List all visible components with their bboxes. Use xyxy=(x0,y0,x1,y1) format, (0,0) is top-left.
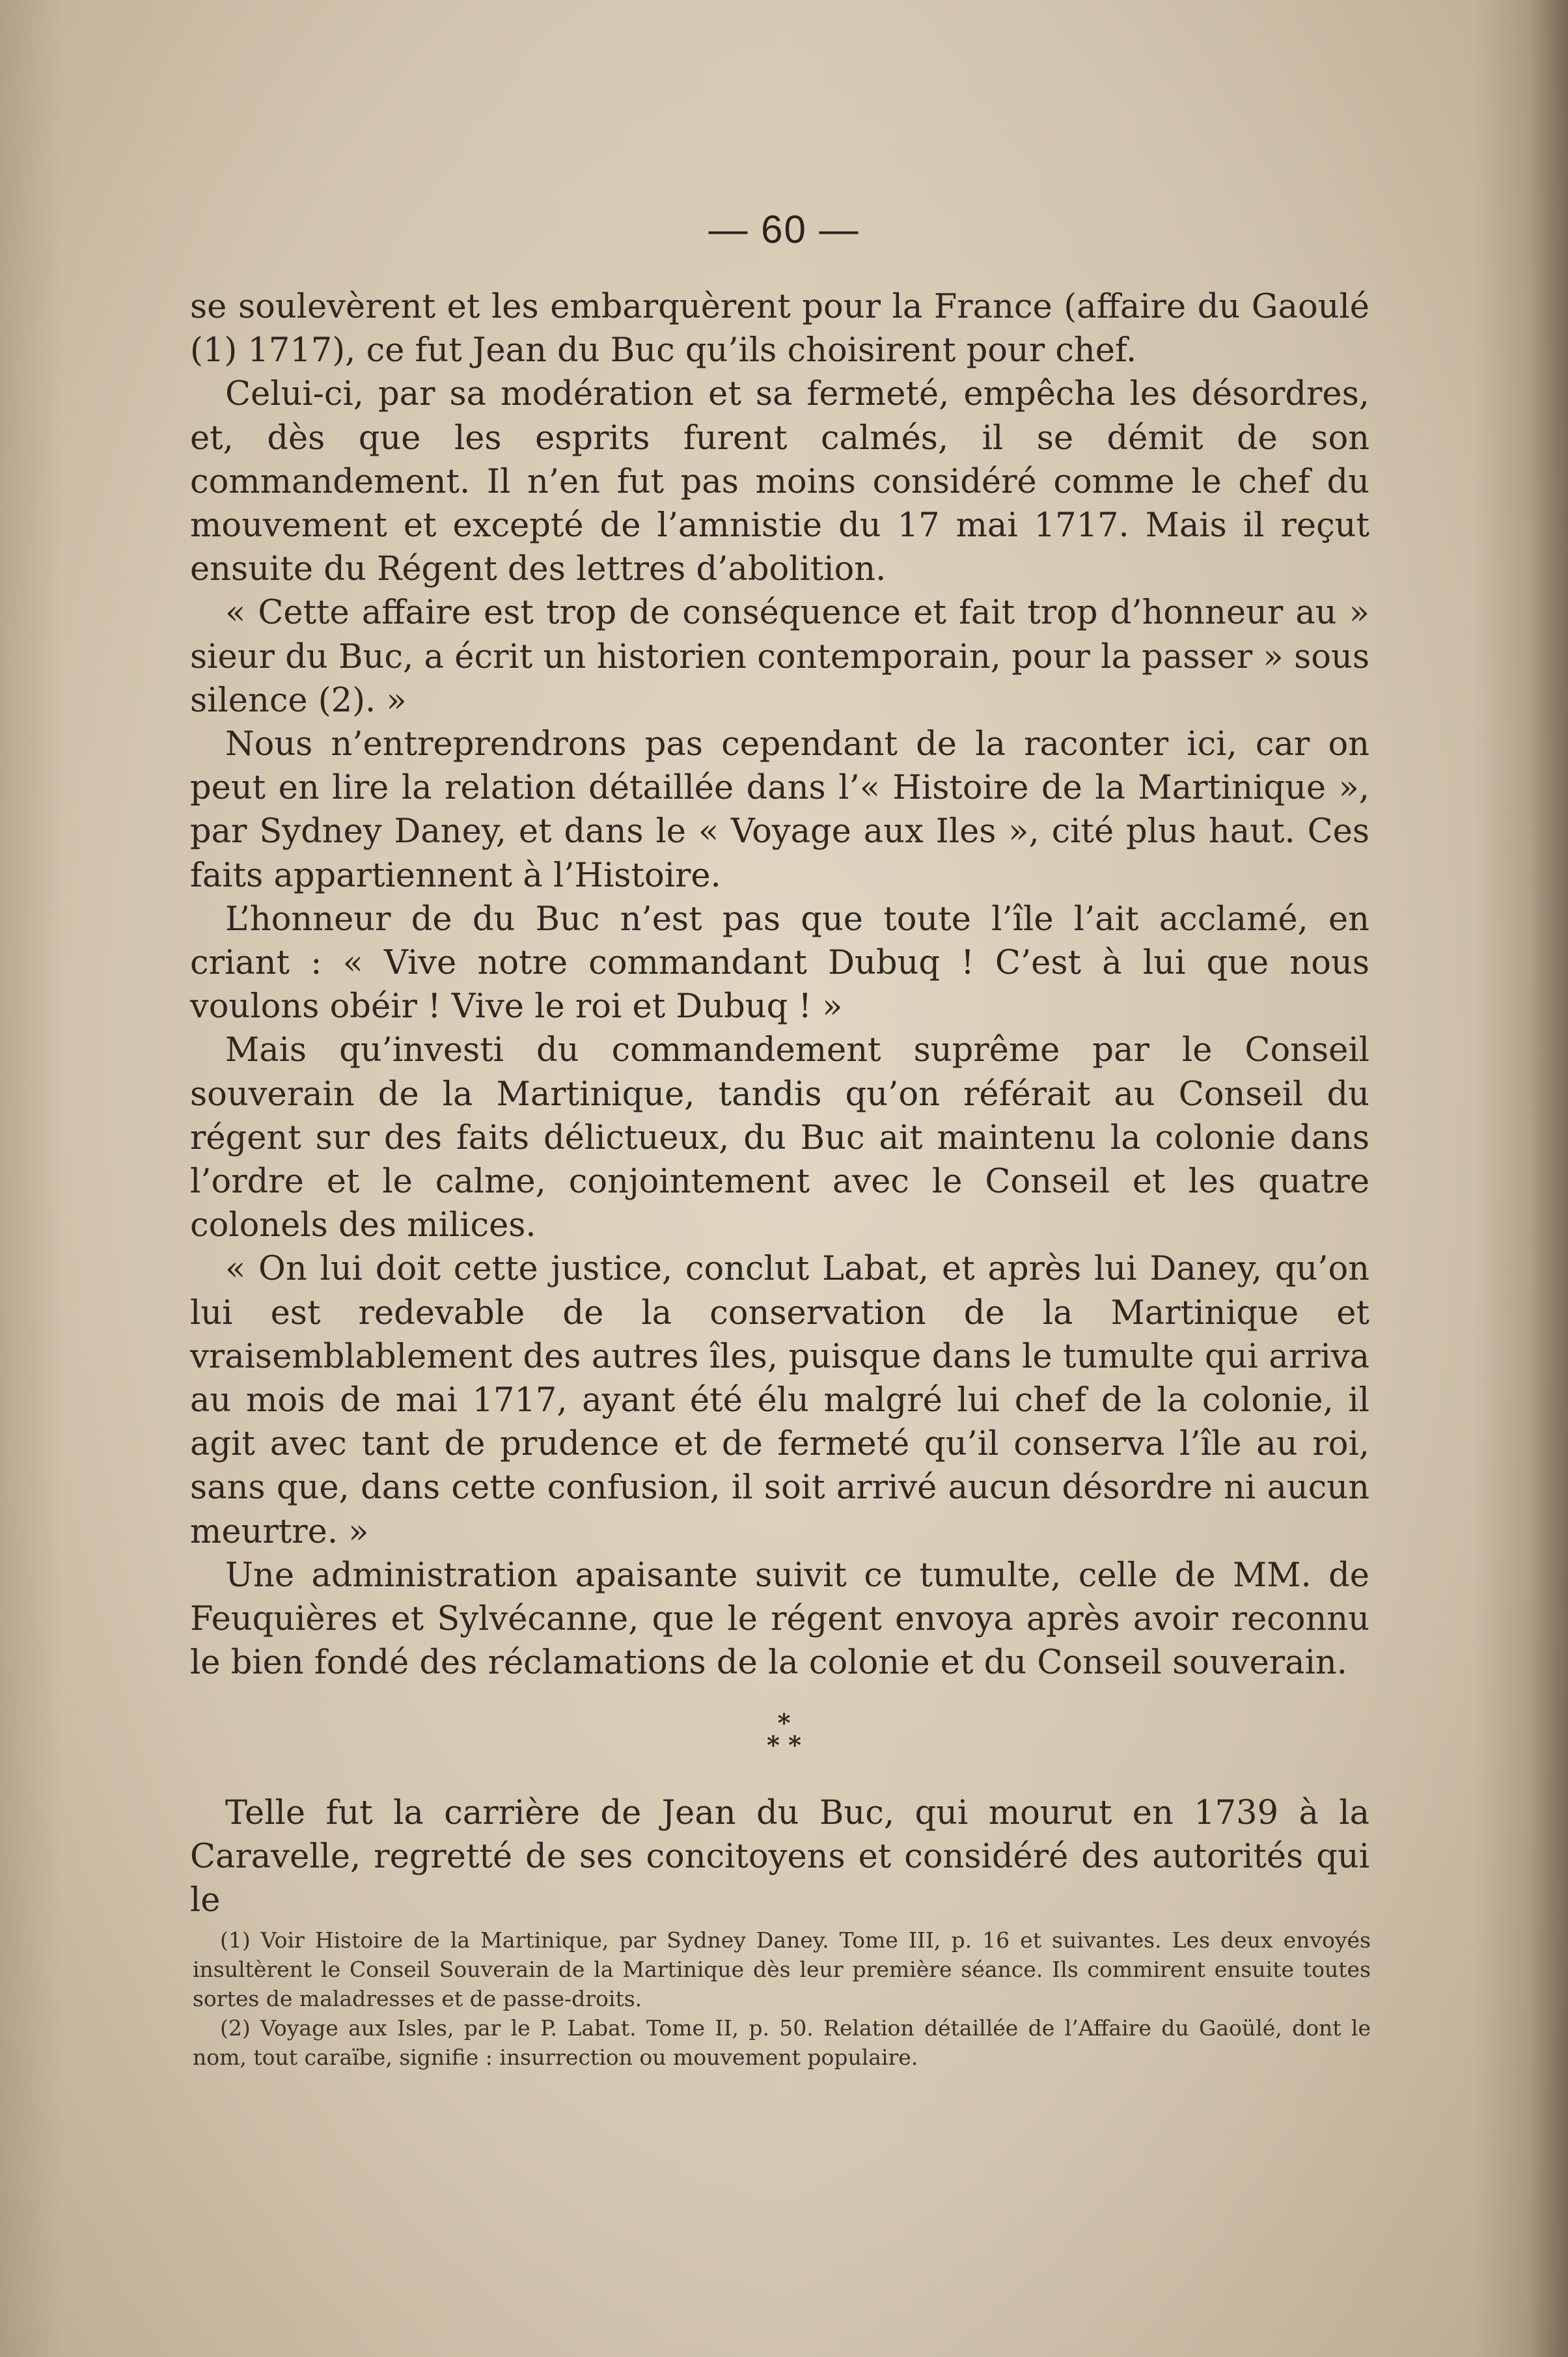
section-separator xyxy=(0,1708,1568,1759)
body-text xyxy=(190,285,1369,1685)
footnote-1: (1) Voir Histoire de la Martinique, par Sydney Daney. Tome III, p. 16 et suivantes. Les deux envoyés insultèrent le Conseil Souverain de la Martinique dès leur première séance. Ils commirent ensuite toutes sortes de maladresses et de passe-droits. xyxy=(193,1927,1371,2011)
page-edge-shadow xyxy=(1529,0,1568,2357)
quote-paragraph: « Cette affaire est trop de conséquence et fait trop d’honneur au » sieur du Buc, a écrit un historien contemporain, pour la passer » sous silence (2). » xyxy=(190,594,1369,720)
paragraph: Nous n’entreprendrons pas cependant de la raconter ici, car on peut en lire la relation détaillée dans l’« Histoire de la Martinique », par Sydney Daney, et dans le « Voyage aux Iles », cité plus haut. Ces faits appartiennent à l’Histoire. xyxy=(190,725,1369,895)
quote-paragraph: « On lui doit cette justice, conclut Labat, et après lui Daney, qu’on lui est redevable de la conservation de la Martinique et vraisemblablement des autres îles, puisque dans le tumulte qui arriva au mois de mai 1717, ayant été élu malgré lui chef de la colonie, il agit avec tant de prudence et de fermeté qu’il conserva l’île au roi, sans que, dans cette confusion, il soit arrivé aucun désordre ni aucun meurtre. » xyxy=(190,1250,1369,1551)
closing-paragraph: Telle fut la carrière de Jean du Buc, qui mourut en 1739 à la Caravelle, regretté de ses concitoyens et considéré des autorités qui le xyxy=(190,1794,1369,1920)
footnote-2: (2) Voyage aux Isles, par le P. Labat. Tome II, p. 50. Relation détaillée de l’Affaire du Gaoülé, dont le nom, tout caraïbe, signifie : insurrection ou mouvement populaire. xyxy=(193,2015,1371,2070)
paragraph: se soulevèrent et les embarquèrent pour la France (affaire du Gaoulé (1) 1717), ce fut Jean du Buc qu’ils choisirent pour chef. xyxy=(190,288,1369,370)
footnotes xyxy=(193,1925,1371,2072)
page-number: — 60 — xyxy=(708,208,860,251)
paragraph: Celui-ci, par sa modération et sa fermeté, empêcha les désordres, et, dès que les esprits furent calmés, il se démit de son commandement. Il n’en fut pas moins considéré comme le chef du mouvement et excepté de l’amnistie du 17 mai 1717. Mais il reçut ensuite du Régent des lettres d’abolition. xyxy=(190,375,1369,589)
paragraph: Mais qu’investi du commandement suprême par le Conseil souverain de la Martinique, tandis qu’on référait au Conseil du régent sur des faits délictueux, du Buc ait maintenu la colonie dans l’ordre et le calme, conjointement avec le Conseil et les quatre colonels des milices. xyxy=(190,1031,1369,1245)
closing-text xyxy=(190,1791,1369,1923)
paragraph: L’honneur de du Buc n’est pas que toute l’île l’ait acclamé, en criant : « Vive notre commandant Dubuq ! C’est à lui que nous voulons obéir ! Vive le roi et Dubuq ! » xyxy=(190,900,1369,1027)
separator-top: * xyxy=(777,1708,791,1737)
paragraph: Une administration apaisante suivit ce tumulte, celle de MM. de Feuquières et Sylvécanne, que le régent envoya après avoir reconnu le bien fondé des réclamations de la colonie et du Conseil souverain. xyxy=(190,1556,1369,1683)
separator-bottom: * * xyxy=(767,1730,801,1759)
